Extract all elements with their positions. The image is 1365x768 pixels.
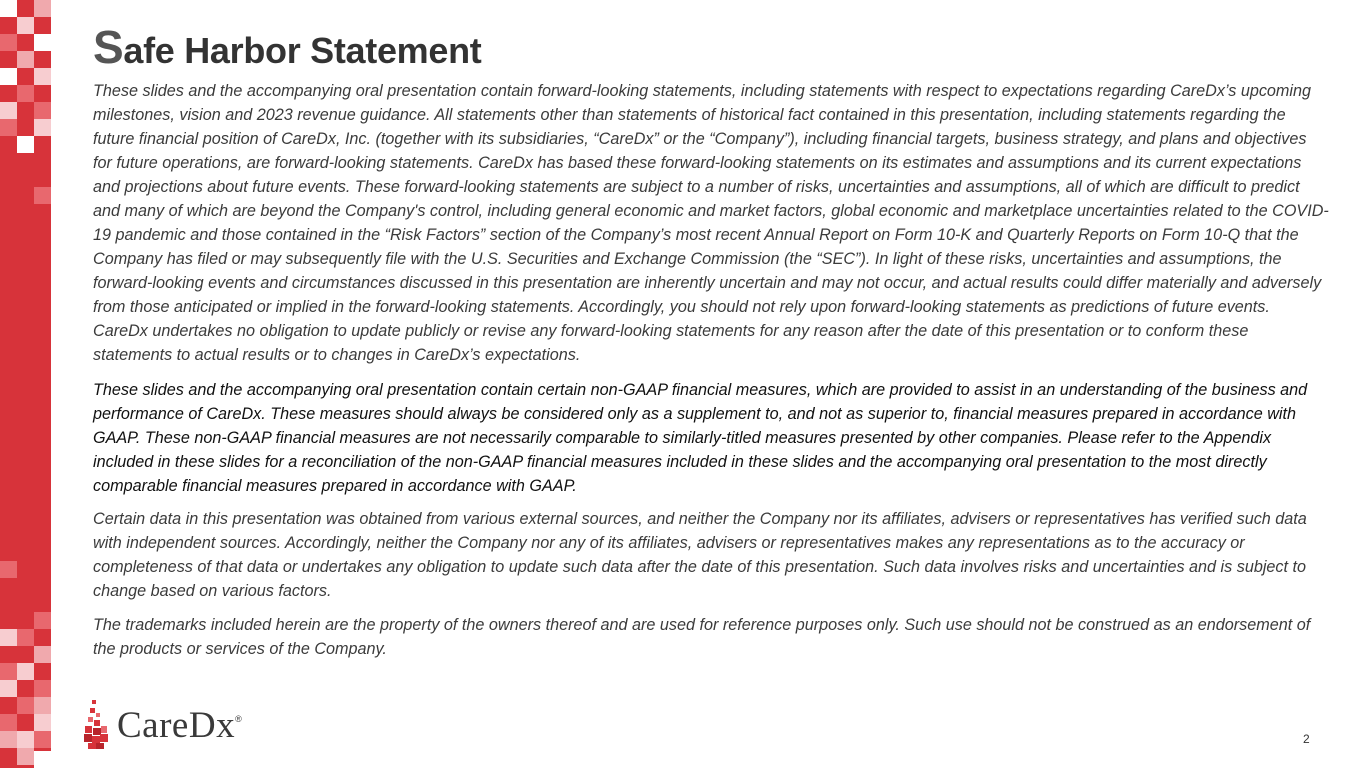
- caredx-wordmark: CareDx: [117, 704, 236, 746]
- registered-mark: ®: [235, 714, 242, 724]
- slide-title-rest: afe Harbor Statement: [123, 30, 482, 71]
- external-data-paragraph: Certain data in this presentation was obtained from various external sources, and neither the Company nor its affiliates, advisers or representatives has verified such data with independent sources. Accordingly, neither the Company nor any of its affiliates, advisers or representatives makes any representations as to the accuracy or completeness of that data or undertakes any obligation to update such data after the date of this presentation. Such data involves risks and uncertainties and is subject to change based on various factors.: [93, 510, 1307, 600]
- caredx-logo: [83, 699, 242, 751]
- trademarks-paragraph: The trademarks included herein are the property of the owners thereof and are used for reference purposes only. Such use should not be construed as an endorsement of the products or services of the Company.: [93, 616, 1311, 658]
- disclaimer-body: [93, 79, 1329, 661]
- page-number: 2: [1303, 732, 1310, 746]
- forward-looking-paragraph: These slides and the accompanying oral presentation contain forward-looking statements, including statements with respect to expectations regarding CareDx’s upcoming milestones, vision and 2023 revenue guidance. All statements other than statements of historical fact contained in this presentation, including statements regarding the future financial position of CareDx, Inc. (together with its subsidiaries, “CareDx” or the “Company”), including financial targets, business strategy, and plans and objectives for future operations, are forward-looking statements. CareDx has based these forward-looking statements on its estimates and assumptions and its current expectations and projections about future events. These forward-looking statements are subject to a number of risks, uncertainties and assumptions, all of which are difficult to predict and many of which are beyond the Company's control, including general economic and market factors, global economic and marketplace uncertainties related to the COVID-19 pandemic and those contained in the “Risk Factors” section of the Company’s most recent Annual Report on Form 10-K and Quarterly Reports on Form 10-Q that the Company has filed or may subsequently file with the U.S. Securities and Exchange Commission (the “SEC”). In light of these risks, uncertainties and assumptions, the forward-looking events and circumstances discussed in this presentation are inherently uncertain and may not occur, and actual results could differ materially and adversely from those anticipated or implied in the forward-looking statements. Accordingly, you should not rely upon forward-looking statements as predictions of future events. CareDx undertakes no obligation to update publicly or revise any forward-looking statements for any reason after the date of this presentation or to conform these statements to actual results or to changes in CareDx’s expectations.: [93, 82, 1329, 364]
- slide-title: [93, 20, 482, 74]
- caredx-logo-mark-icon: [83, 700, 109, 750]
- decorative-pixel-stripe: [0, 0, 51, 768]
- non-gaap-paragraph: These slides and the accompanying oral presentation contain certain non-GAAP financial measures, which are provided to assist in an understanding of the business and performance of CareDx. These measures should always be considered only as a supplement to, and not as superior to, financial measures prepared in accordance with GAAP. These non-GAAP financial measures are not necessarily comparable to similarly-titled measures presented by other companies. Please refer to the Appendix included in these slides for a reconciliation of the non-GAAP financial measures included in these slides and the accompanying oral presentation to the most directly comparable financial measures prepared in accordance with GAAP.: [93, 381, 1308, 495]
- slide-title-initial: S: [93, 21, 124, 73]
